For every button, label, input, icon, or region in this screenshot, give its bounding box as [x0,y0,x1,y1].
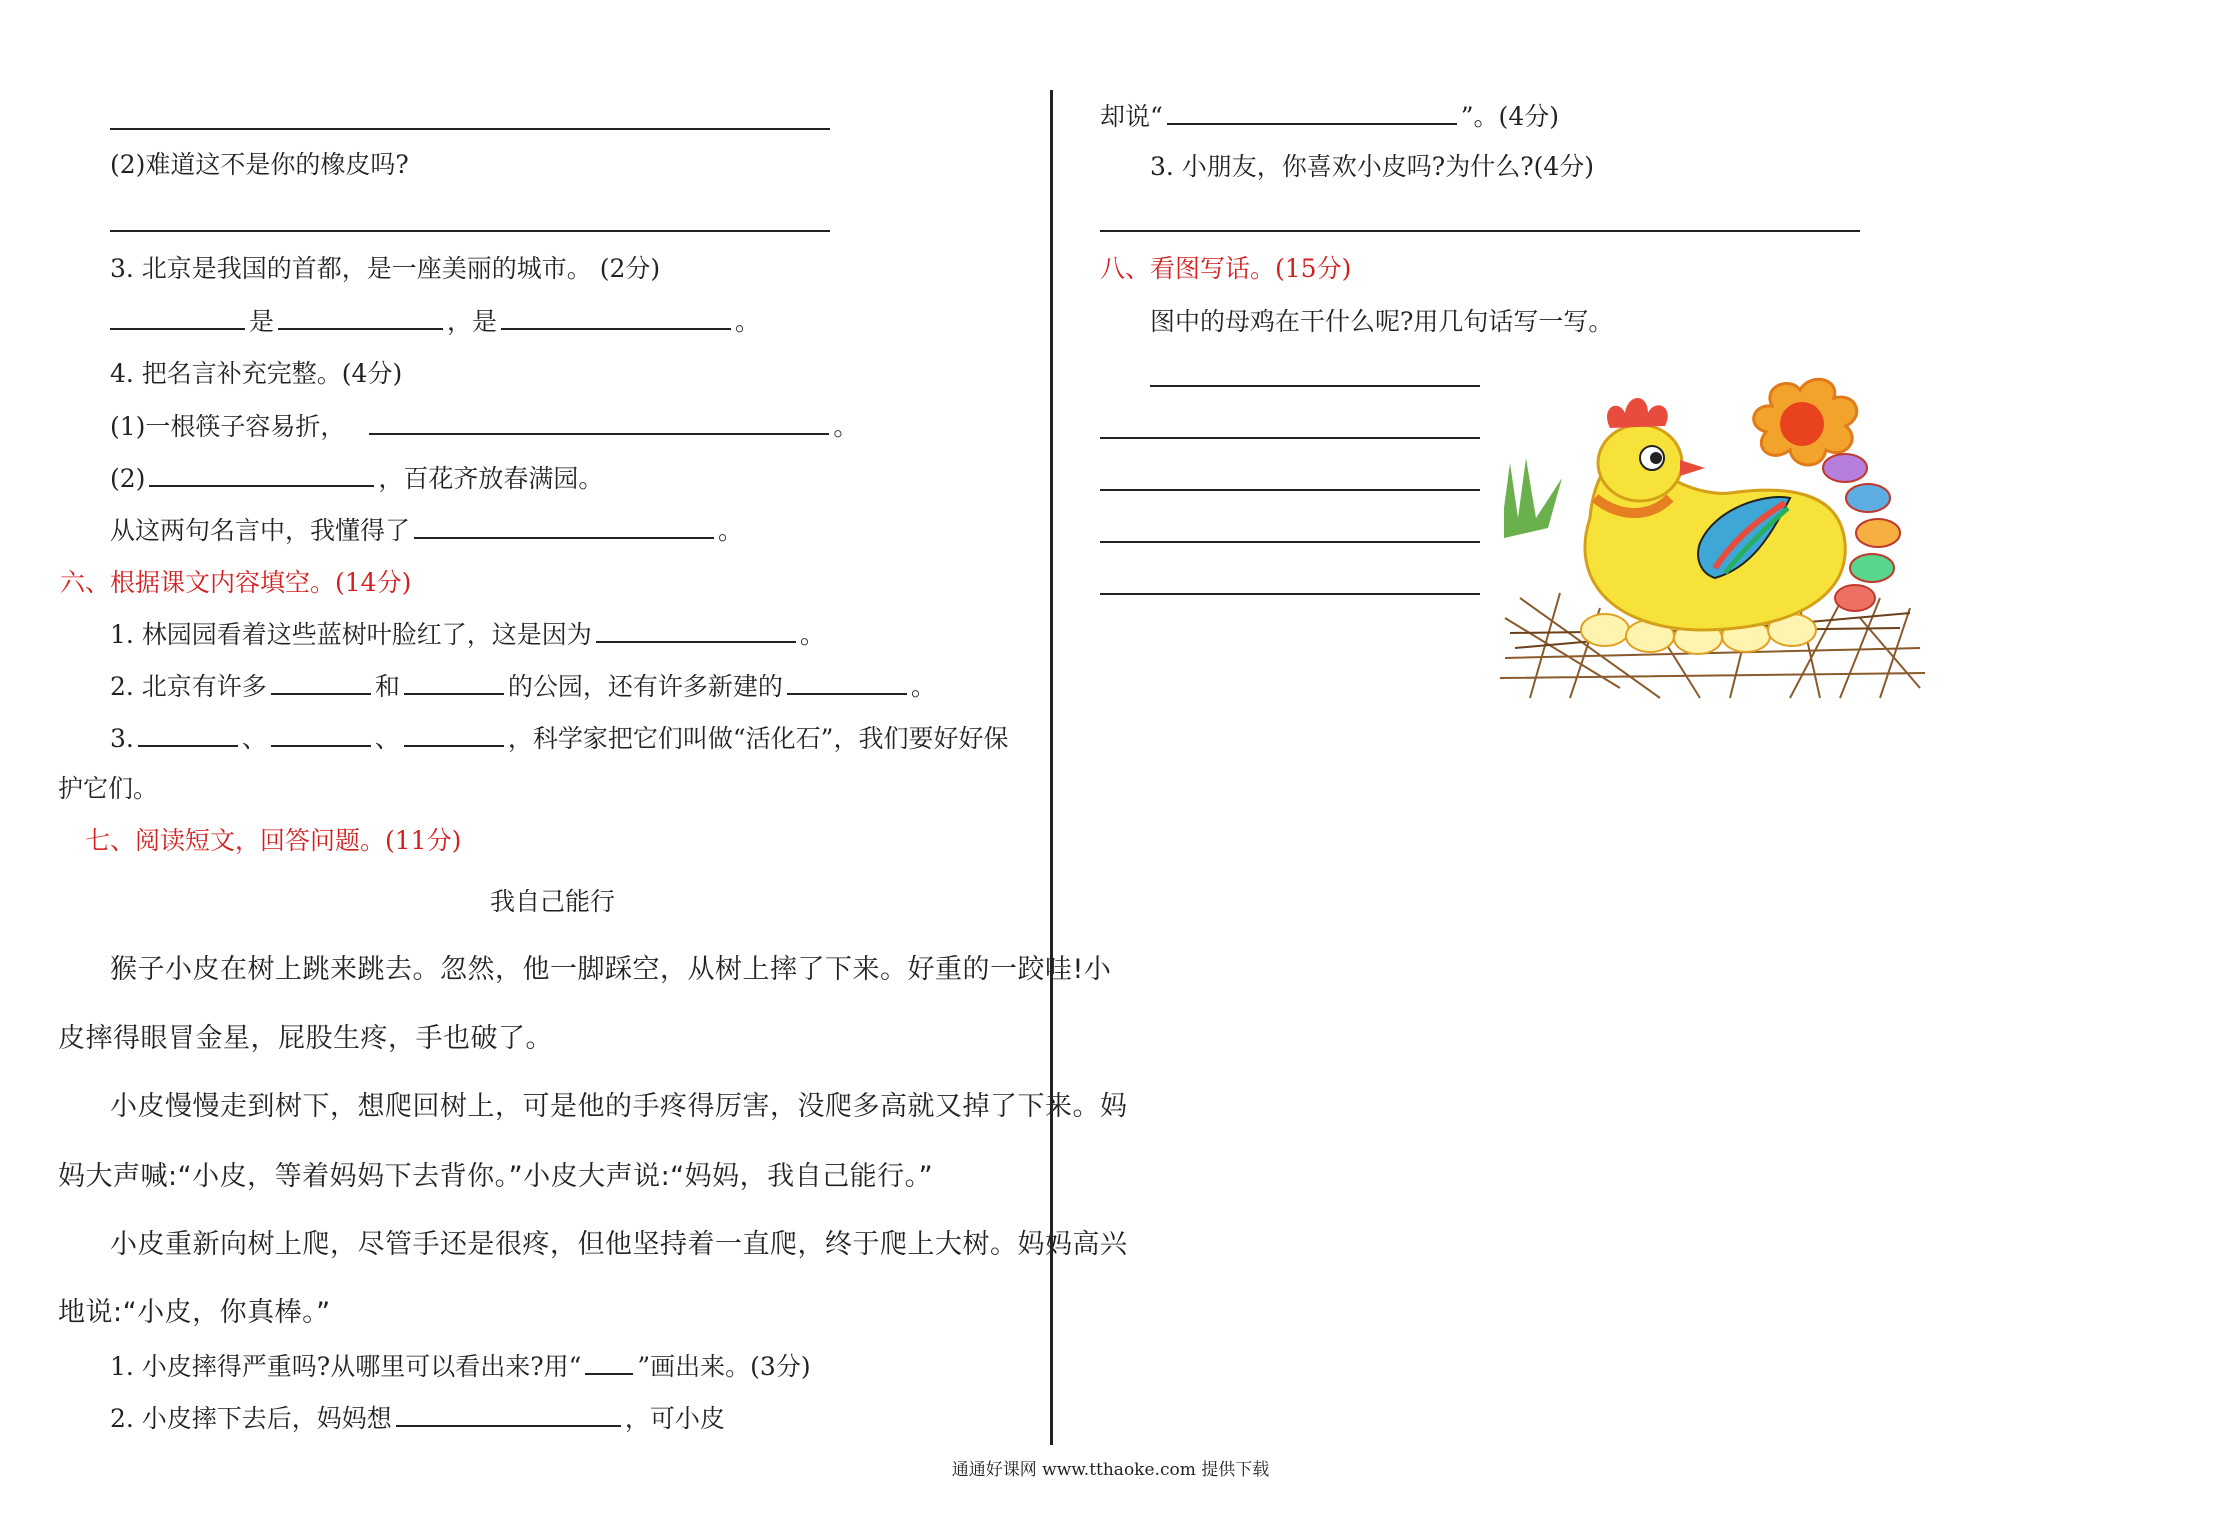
blank[interactable] [404,671,504,695]
answer-line [110,128,830,130]
s6-question-1: 1. 林园园看着这些蓝树叶脸红了，这是因为 。 [110,620,825,649]
blank[interactable] [369,411,829,435]
writing-line[interactable] [1100,489,1480,491]
grass-icon [1504,458,1562,538]
blank[interactable] [414,515,714,539]
blank[interactable] [271,671,371,695]
story-para-3: 小皮重新向树上爬，尽管手还是很疼，但他坚持着一直爬，终于爬上大树。妈妈高兴 [110,1229,1128,1260]
page-footer: 通通好课网 www.tthaoke.com 提供下载 [951,1460,1270,1480]
section-8-heading: 八、看图写话。(15分) [1100,254,1352,283]
question-3-fill: 是 ，是 。 [110,305,760,339]
story-para-3-cont: 地说:“小皮，你真棒。” [58,1297,331,1328]
writing-line[interactable] [1100,541,1480,543]
s6-question-2: 2. 北京有许多 和 的公园，还有许多新建的 。 [110,672,936,701]
hen-drawing [1500,368,1930,703]
hen-illustration [1500,368,1930,703]
blank[interactable] [787,671,907,695]
reading-question-2: 2. 小皮摔下去后，妈妈想 ，可小皮 [110,1404,725,1433]
writing-line[interactable] [1100,593,1480,595]
blank[interactable] [138,723,238,747]
blank[interactable] [501,306,731,330]
s6-question-3: 3. 、 、 ，科学家把它们叫做“活化石”，我们要好好保 [110,724,1009,753]
story-para-1: 猴子小皮在树上跳来跳去。忽然，他一脚踩空，从树上摔了下来。好重的一跤哇!小 [110,954,1112,985]
writing-line[interactable] [1150,385,1480,387]
underline-sample [585,1351,633,1375]
column-divider [1050,90,1053,1445]
blank[interactable] [1167,101,1457,125]
question-4-1: (1)一根筷子容易折， 。 [110,412,859,441]
answer-line [110,230,830,232]
reading-question-1: 1. 小皮摔得严重吗?从哪里可以看出来?用“ ”画出来。(3分) [110,1352,811,1381]
blank[interactable] [271,723,371,747]
story-title: 我自己能行 [490,887,616,916]
picture-writing-prompt: 图中的母鸡在干什么呢?用几句话写一写。 [1150,307,1614,336]
blank[interactable] [396,1403,621,1427]
section-6-heading: 六、根据课文内容填空。(14分) [60,568,412,597]
question-4-2: (2) ，百花齐放春满园。 [110,464,604,493]
writing-line[interactable] [1100,437,1480,439]
blank[interactable] [596,619,796,643]
story-para-1-cont: 皮摔得眼冒金星，屁股生疼，手也破了。 [58,1023,553,1054]
story-para-2-cont: 妈大声喊:“小皮，等着妈妈下去背你。”小皮大声说:“妈妈，我自己能行。” [58,1161,934,1192]
sun-icon [1754,379,1857,465]
question-2-2: (2)难道这不是你的橡皮吗? [110,150,409,179]
section-7-heading: 七、阅读短文，回答问题。(11分) [85,826,462,855]
blank[interactable] [110,306,245,330]
answer-line[interactable] [1100,230,1860,232]
reading-question-2-cont: 却说“ ”。(4分) [1100,102,1559,131]
blank[interactable] [149,463,374,487]
question-4: 4. 把名言补充完整。(4分) [110,359,403,388]
question-3: 3. 北京是我国的首都，是一座美丽的城市。 (2分) [110,254,661,283]
blank[interactable] [404,723,504,747]
blank[interactable] [278,306,443,330]
s6-question-3-cont: 护它们。 [58,774,159,803]
reading-question-3: 3. 小朋友，你喜欢小皮吗?为什么?(4分) [1150,152,1595,181]
story-para-2: 小皮慢慢走到树下，想爬回树上，可是他的手疼得厉害，没爬多高就又掉了下来。妈 [110,1091,1128,1122]
question-4-3: 从这两句名言中，我懂得了 。 [110,516,744,545]
